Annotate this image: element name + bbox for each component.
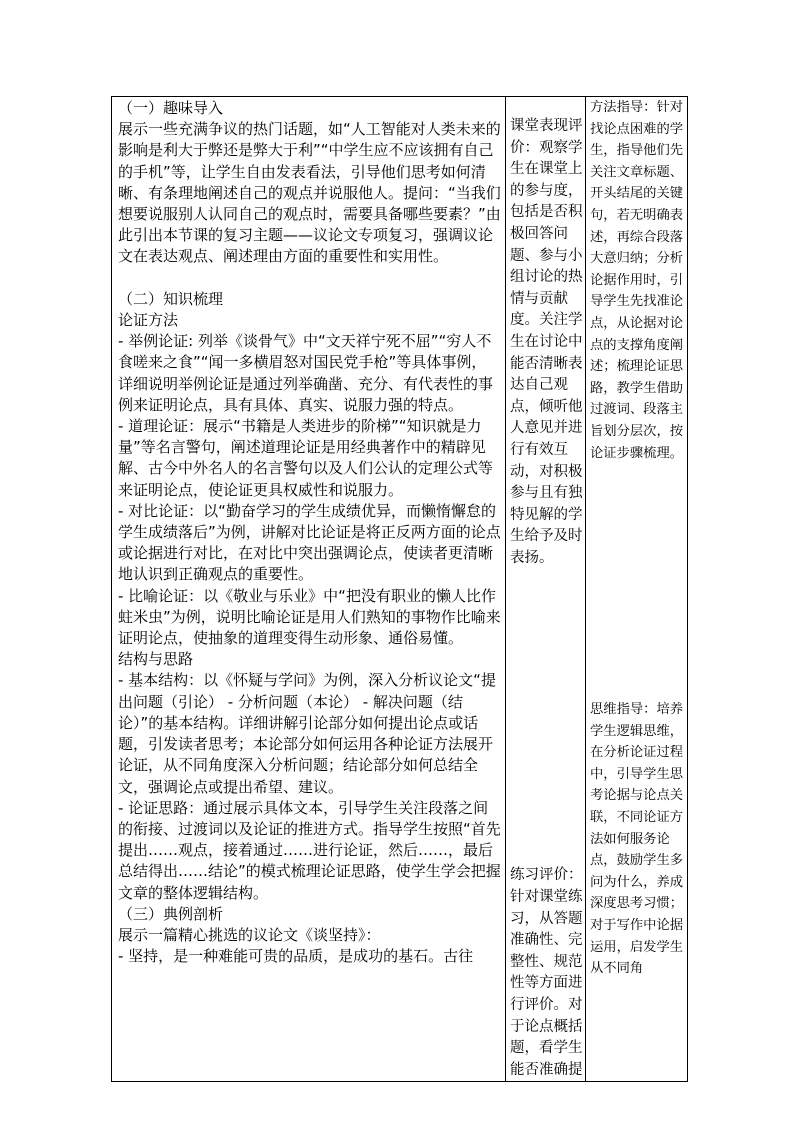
example-excerpt: - 坚持，是一种难能可贵的品质，是成功的基石。古往 (118, 947, 474, 966)
section-heading-knowledge: （二）知识梳理 (118, 289, 224, 308)
thinking-guidance: 思维指导：培养学生逻辑思维，在分析论证过程中，引导学生思考论据与论点关联，不同论证方法如何服务论点，鼓励学生多问为什么，养成深度思考习惯；对于写作中论据运用，启发学生从不同角 (590, 702, 684, 977)
blank-line (118, 268, 501, 289)
section-heading-intro: （一）趣味导入 (118, 99, 224, 117)
lesson-plan-table (111, 96, 688, 1082)
teaching-process-cell (112, 97, 506, 1082)
section-heading-example: （三）典例剖析 (118, 904, 224, 923)
evaluation-cell (506, 97, 586, 1082)
evaluation-text (506, 97, 585, 1081)
example-intro: 展示一篇精心挑选的议论文《谈坚持》： (118, 925, 381, 944)
teaching-process-text (112, 97, 505, 967)
bullet-reasoning-argument: - 道理论证：展示“书籍是人类进步的阶梯”“知识就是力量”等名言警句，阐述道理论证是用经典著作中的精辟见解、古今中外名人的名言警句以及人们公认的定理公式等来证明论点，使论证更具权威性和说服力。 (118, 417, 494, 499)
guidance-cell (586, 97, 688, 1082)
bullet-example-argument: - 举例论证: 列举《谈骨气》中“文天祥宁死不屈”“穷人不食嗟来之食”“闻一多横眉怒对国民党手枪”等具体事例，详细说明举例论证是通过列举确凿、充分、有代表性的事例来证明论点，具有具体、真实、说服力强的特点。 (118, 332, 494, 414)
intro-paragraph: 展示一些充满争议的热门话题，如“人工智能对人类未来的影响是利大于弊还是弊大于利”“中学生应不应该拥有自己的手机”等，让学生自由发表看法，引导他们思考如何清晰、有条理地阐述自己的观点并说服他人。提问：“当我们想要说服别人认同自己的观点时，需要具备哪些要素？”由此引出本节课的复习主题——议论文专项复习，强调议论文在表达观点、阐述理由方面的重要性和实用性。 (118, 120, 501, 266)
bullet-contrast-argument: - 对比论证：以“勤奋学习的学生成绩优异，而懒惰懈怠的学生成绩落后”为例，讲解对比论证是将正反两方面的论点或论据进行对比，在对比中突出强调论点，使读者更清晰地认识到正确观点的重要性。 (118, 501, 501, 584)
classroom-evaluation: 课堂表现评价：观察学生在课堂上的参与度，包括是否积极回答问题、参与小组讨论的热情与贡献度。关注学生在讨论中能否清晰表达自己观点，倾听他人意见并进行有效互动，对积极参与且有独特见解的学生给予及时表扬。 (510, 118, 583, 566)
subheading-structure: 结构与思路 (118, 650, 194, 669)
bullet-argument-logic: - 论证思路：通过展示具体文本，引导学生关注段落之间的衔接、过渡词以及论证的推进方式。指导学生按照“首先提出……观点，接着通过……进行论证，然后……，最后总结得出……结论”的模式梳理论证思路，使学生学会把握文章的整体逻辑结构。 (118, 798, 501, 902)
exercise-evaluation: 练习评价：针对课堂练习，从答题准确性、完整性、规范性等方面进行评价。对于论点概括题，看学生能否准确提 (510, 867, 583, 1078)
method-guidance: 方法指导：针对找论点困难的学生，指导他们先关注文章标题、开头结尾的关键句，若无明确表述，再综合段落大意归纳；分析论据作用时，引导学生先找准论点，从论据对论点的支撑角度阐述；梳理论证思路，教学生借助过渡词、段落主旨划分层次，按论证步骤梳理。 (590, 100, 684, 461)
bullet-metaphor-argument: - 比喻论证：以《敬业与乐业》中“把没有职业的懒人比作蛀米虫”为例，说明比喻论证是用人们熟知的事物作比喻来证明论点，使抽象的道理变得生动形象、通俗易懂。 (118, 586, 501, 648)
bullet-basic-structure: - 基本结构：以《怀疑与学问》为例，深入分析议论文“提出问题（引论） - 分析问题（本论） - 解决问题（结论）”的基本结构。详细讲解引论部分如何提出论点或话题，引发读者思考；本论部分如何运用各种论证方法展开论证，从不同角度深入分析问题；结论部分如何总结全文，强调论点或提出希望、建议。 (118, 671, 496, 796)
table-row (112, 97, 688, 1082)
subheading-argument-methods: 论证方法 (118, 311, 179, 330)
guidance-text (586, 97, 687, 980)
